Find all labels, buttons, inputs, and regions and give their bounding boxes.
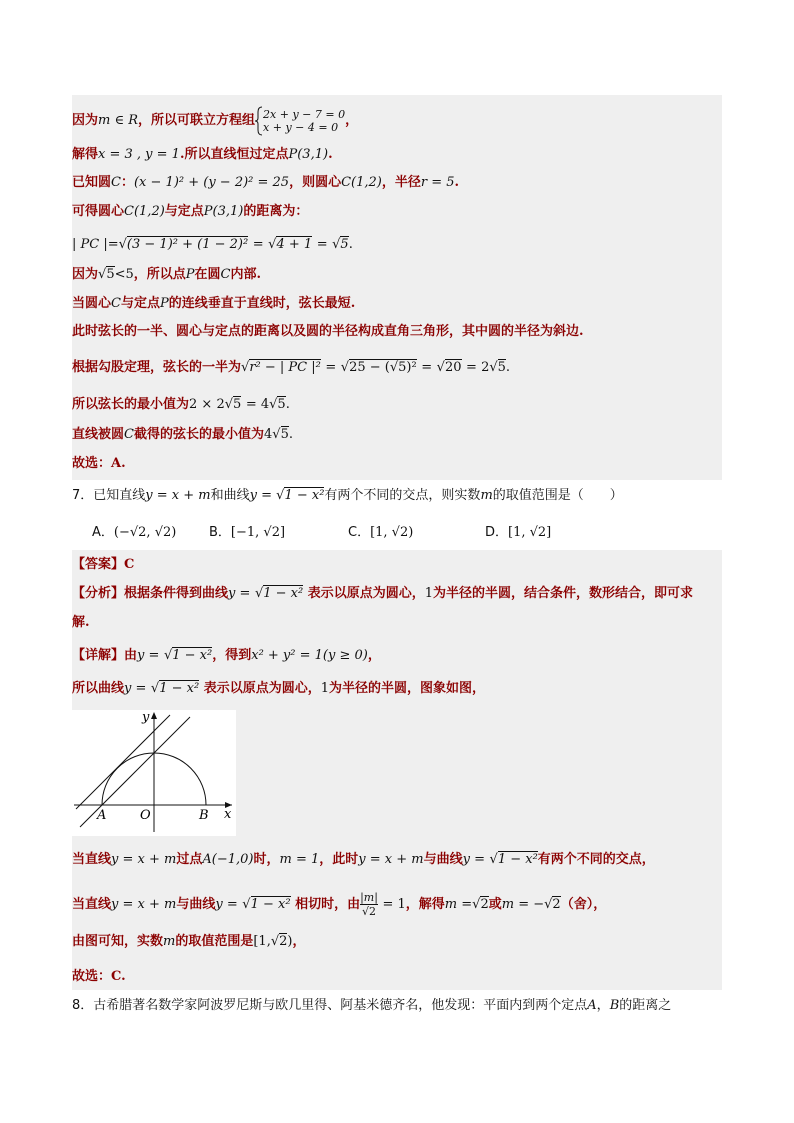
option-a[interactable]: A．(−√2, √2) (92, 525, 177, 540)
question-8: 8．古希腊著名数学家阿波罗尼斯与欧几里得、阿基米德齐名，他发现：平面内到两个定点A，B的距离之 (72, 998, 672, 1013)
label-B: B (199, 808, 209, 823)
sol-line-2: 解得x = 3 , y = 1.所以直线恒过定点P(3,1). (72, 147, 333, 162)
question-7: 7．已知直线y = x + m和曲线y = √1 − x²有两个不同的交点，则实数m的取值范围是（ ） (72, 488, 623, 503)
equation-1: 2x + y − 7 = 0 (263, 107, 346, 121)
y-axis-arrow (151, 712, 157, 719)
analysis-line: 【分析】根据条件得到曲线y = √1 − x² 表示以原点为圆心，1为半径的半圆，结合条件，数形结合，即可求 (72, 586, 694, 601)
option-d[interactable]: D．[1, √2] (485, 525, 552, 540)
label-O: O (140, 808, 151, 823)
detail-line-4: 当直线y = x + m与曲线y = √1 − x² 相切时，由 $\frac{|m|}{√2}$ = 1，解得m =√2或m = −√2（舍）， (72, 891, 607, 918)
answer-line: 【答案】C (72, 557, 135, 572)
sol-line-5: | PC |=√(3 − 1)² + (1 − 2)² = √4 + 1 = √5. (72, 237, 353, 252)
label-x: x (224, 807, 232, 822)
brace-icon (255, 106, 263, 136)
sol-line-7: 当圆心C与定点P的连线垂直于直线时，弦长最短. (72, 296, 356, 311)
sol-line-11: 直线被圆C截得的弦长的最小值为4√5. (72, 427, 293, 442)
option-b[interactable]: B．[−1, √2] (209, 525, 286, 540)
label-y: y (142, 710, 150, 725)
sol-line-10: 所以弦长的最小值为2 × 2√5 = 4√5. (72, 397, 290, 412)
analysis-line-2: 解. (72, 615, 90, 630)
semicircle-figure (72, 710, 236, 836)
detail-line-2: 所以曲线y = √1 − x² 表示以原点为圆心，1为半径的半圆，图象如图， (72, 681, 486, 696)
tangent-line (76, 715, 170, 809)
sol-line-8: 此时弦长的一半、圆心与定点的距离以及圆的半径构成直角三角形，其中圆的半径为斜边. (72, 324, 584, 339)
equation-2: x + y − 4 = 0 (263, 120, 339, 134)
label-A: A (97, 808, 107, 823)
sol-line-1: 因为m ∈ R，所以可联立方程组 2x + y − 7 = 0 x + y − 4 = 0 ， (72, 107, 359, 134)
sol-line-9: 根据勾股定理，弦长的一半为√r² − | PC |² = √25 − (√5)² = √20 = 2√5. (72, 360, 511, 375)
detail-line-1: 【详解】由y = √1 − x²，得到x² + y² = 1(y ≥ 0)， (72, 648, 381, 663)
sol-line-3: 已知圆C：(x − 1)² + (y − 2)² = 25，则圆心C(1,2)，半径r = 5. (72, 175, 460, 190)
detail-line-5: 由图可知，实数m的取值范围是[1,√2)， (72, 934, 306, 949)
sol-line-4: 可得圆心C(1,2)与定点P(3,1)的距离为： (72, 204, 309, 219)
option-c[interactable]: C．[1, √2) (348, 525, 414, 540)
sol-line-12: 故选：A. (72, 456, 126, 471)
sol-line-6: 因为√5<5，所以点P在圆C内部. (72, 267, 262, 282)
detail-line-6: 故选：C. (72, 969, 126, 984)
detail-line-3: 当直线y = x + m过点A(−1,0)时，m = 1，此时y = x + m与曲线y = √1 − x²有两个不同的交点， (72, 852, 655, 867)
